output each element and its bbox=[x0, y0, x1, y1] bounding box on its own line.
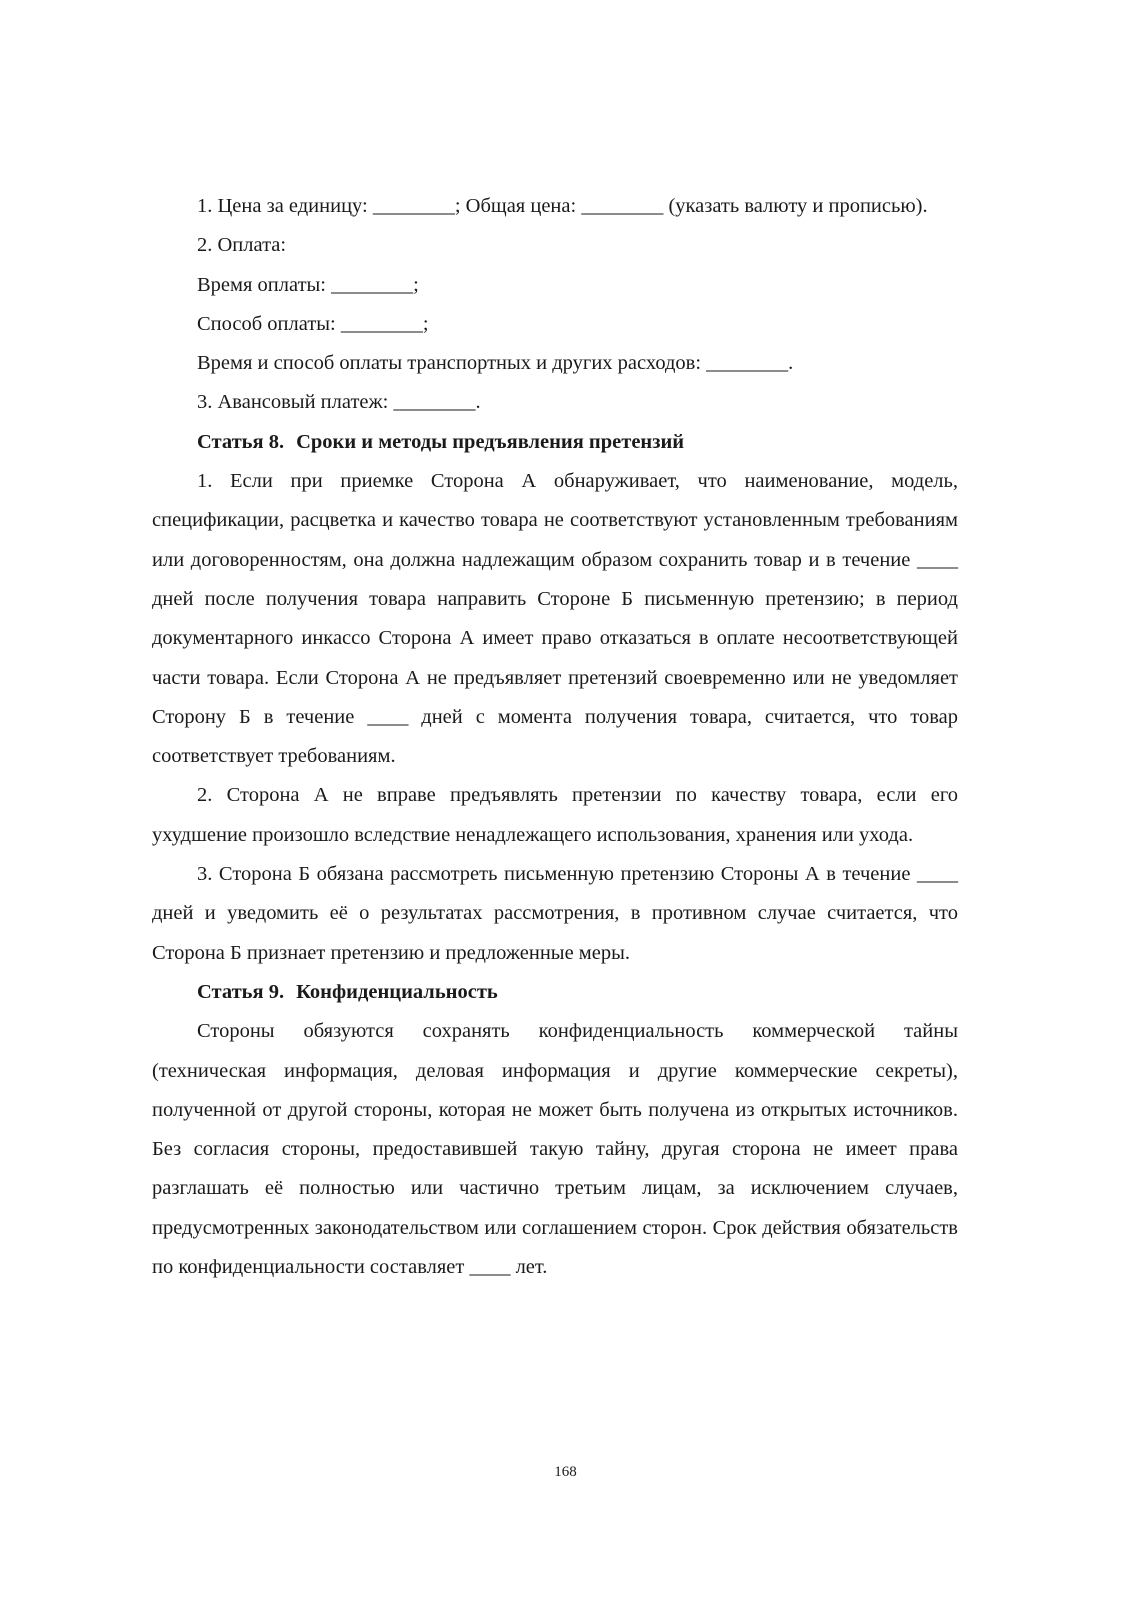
article-8-clause-2: 2. Сторона А не вправе предъявлять претензии по качеству товара, если его ухудшение произошло вследствие ненадлежащего использования, хранения или ухода. bbox=[152, 784, 958, 846]
article-8-heading bbox=[152, 423, 958, 462]
article-8-clause-3: 3. Сторона Б обязана рассмотреть письменную претензию Стороны А в течение ____ дней и уведомить её о результатах рассмотрения, в противном случае считается, что Сторона Б признает претензию и предложенные меры. bbox=[152, 863, 958, 964]
article-9-title: Конфиденциальность bbox=[296, 980, 498, 1003]
article-8-title: Сроки и методы предъявления претензий bbox=[296, 430, 685, 453]
article-8-number: Статья 8. bbox=[197, 430, 285, 453]
document-body bbox=[152, 187, 958, 1287]
article-8-clause-1: 1. Если при приемке Сторона А обнаруживает, что наименование, модель, спецификации, расцветка и качество товара не соответствуют установленным требованиям или договоренностям, она должна надлежащим образом сохранить товар и в течение ____ дней после получения товара направить Стороне Б письменную претензию; в период документарного инкассо Сторона А имеет право отказаться в оплате несоответствующей части товара. Если Сторона А не предъявляет претензий своевременно или не уведомляет Сторону Б в течение ____ дней с момента получения товара, считается, что товар соответствует требованиям. bbox=[152, 470, 958, 768]
article-9-text: Стороны обязуются сохранять конфиденциальность коммерческой тайны (техническая информация, деловая информация и другие коммерческие секреты), полученной от другой стороны, которая не может быть получена из открытых источников. Без согласия стороны, предоставившей такую тайну, другая сторона не имеет права разглашать её полностью или частично третьим лицам, за исключением случаев, предусмотренных законодательством или соглашением сторон. Срок действия обязательств по конфиденциальности составляет ____ лет. bbox=[152, 1020, 958, 1279]
clause-payment: 2. Оплата: bbox=[197, 234, 287, 257]
payment-method: Способ оплаты: ________; bbox=[197, 312, 429, 335]
clause-advance-payment: 3. Авансовый платеж: ________. bbox=[197, 391, 481, 414]
article-9-number: Статья 9. bbox=[197, 980, 285, 1003]
payment-transport-costs: Время и способ оплаты транспортных и других расходов: ________. bbox=[197, 352, 794, 375]
article-9-heading bbox=[152, 973, 958, 1012]
payment-time: Время оплаты: ________; bbox=[197, 273, 419, 296]
page-number: 168 bbox=[554, 1464, 577, 1480]
clause-price: 1. Цена за единицу: ________; Общая цена: ________ (указать валюту и прописью). bbox=[197, 195, 928, 217]
